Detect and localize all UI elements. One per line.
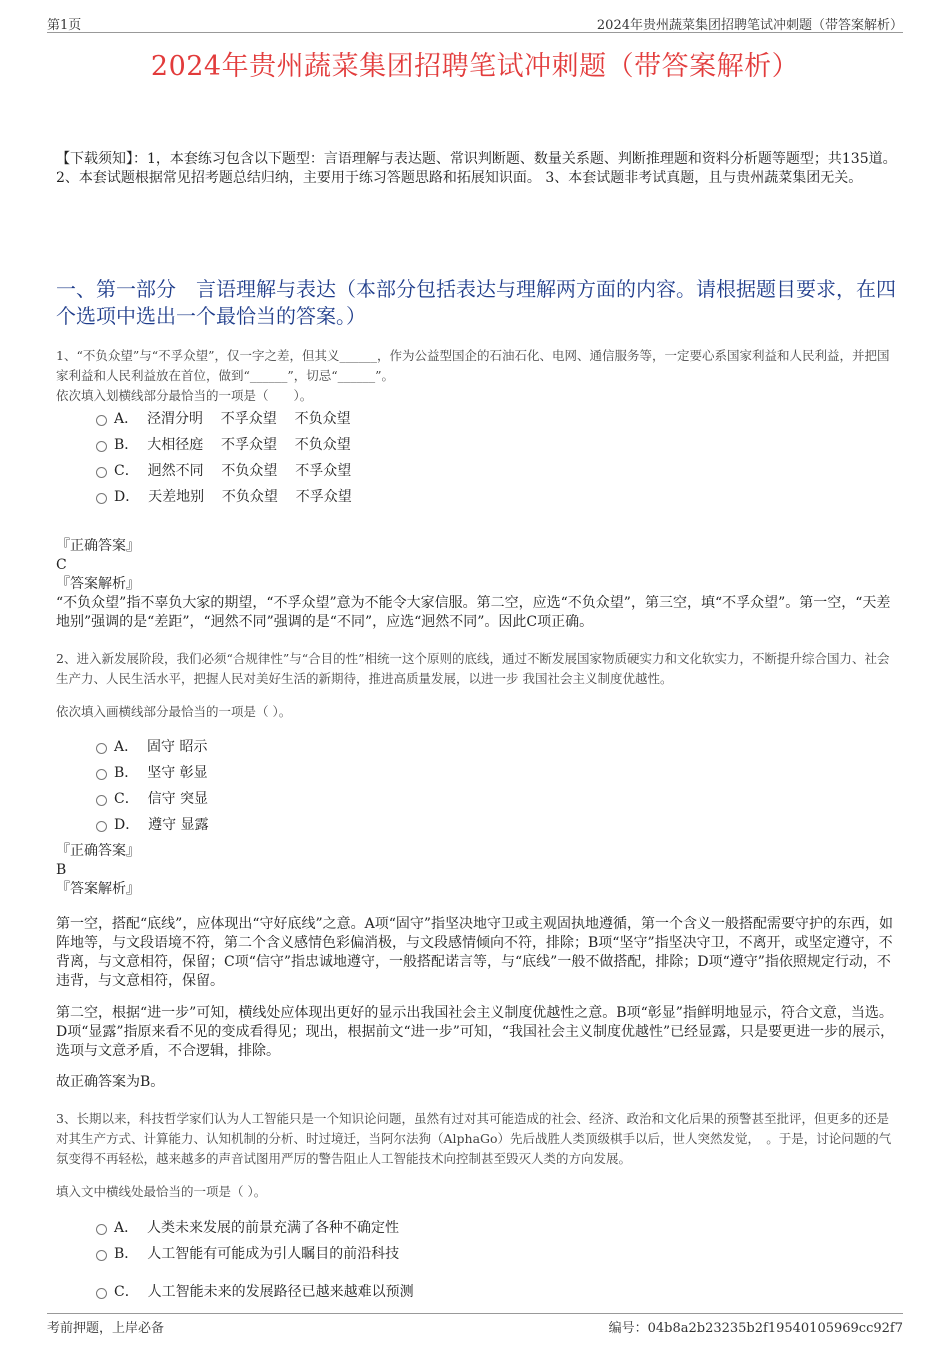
answer-label: 『正确答案』	[56, 538, 140, 554]
section-title: 一、第一部分 言语理解与表达（本部分包括表达与理解两方面的内容。请根据题目要求，在四个选项中选出一个最恰当的答案。）	[56, 277, 896, 328]
radio-icon[interactable]	[96, 415, 107, 426]
analysis-label: 『答案解析』	[56, 576, 140, 592]
footer-slogan: 考前押题，上岸必备	[47, 1321, 165, 1336]
correct-answer: B	[56, 862, 67, 878]
header-doc-title: 2024年贵州蔬菜集团招聘笔试冲刺题（带答案解析）	[596, 18, 903, 33]
radio-icon[interactable]	[96, 795, 107, 806]
document-id: 编号：04b8a2b23235b2f19540105969cc92f7	[608, 1321, 903, 1336]
radio-icon[interactable]	[96, 467, 107, 478]
answer-label: 『正确答案』	[56, 843, 140, 859]
correct-answer: C	[56, 557, 67, 573]
question-1-prompt: 依次填入划横线部分最恰当的一项是（ ）。	[56, 388, 313, 403]
question-2-answer-block	[56, 842, 898, 899]
analysis-label: 『答案解析』	[56, 881, 140, 897]
question-2-prompt: 依次填入画横线部分最恰当的一项是（ ）。	[56, 704, 292, 719]
page-footer	[47, 1313, 903, 1336]
page-header	[47, 12, 903, 33]
radio-icon[interactable]	[96, 1250, 107, 1261]
radio-icon[interactable]	[96, 493, 107, 504]
radio-icon[interactable]	[96, 769, 107, 780]
download-notice: 【下载须知】：1，本套练习包含以下题型：言语理解与表达题、常识判断题、数量关系题、判断推理题和资料分析题等题型；共135道。 2、本套试题根据常见招考题总结归纳，主要用于练习答题思路和拓展知识面。 3、本套试题非考试真题，且与贵州蔬菜集团无关。	[56, 151, 897, 186]
question-2-stem: 2、进入新发展阶段，我们必须“合规律性”与“合目的性”相统一这个原则的底线，通过不断发展国家物质硬实力和文化软实力，不断提升综合国力、社会生产力、人民生活水平，把握人民对美好生活的新期待，推进高质量发展，以进一步 我国社会主义制度优越性。	[56, 651, 890, 686]
question-2-analysis-paragraph-1: 第一空，搭配“底线”，应体现出“守好底线”之意。A项“固守”指坚决地守卫或主观固执地遵循，第一个含义一般搭配需要守护的东西，如阵地等，与文段语境不符，第二个含义感情色彩偏消极，与文段感情倾向不符，排除；B项“坚守”指坚决守卫，不离开，或坚定遵守，不背离，与文意相符，保留；C项“信守”指忠诚地遵守，一般搭配诺言等，与“底线”一般不做搭配，排除；D项“遵守”指依照规定行动，不违背，与文意相符，保留。	[56, 916, 894, 989]
radio-icon[interactable]	[96, 1288, 107, 1299]
radio-icon[interactable]	[96, 441, 107, 452]
question-2-analysis-paragraph-2: 第二空，根据“进一步”可知，横线处应体现出更好的显示出我国社会主义制度优越性之意。B项“彰显”指鲜明地显示，符合文意，当选。D项“显露”指原来看不见的变成看得见；现出，根据前文“进一步”可知，“我国社会主义制度优越性”已经显露，只是要更进一步的展示，选项与文意矛盾，不合逻辑，排除。	[56, 1005, 895, 1059]
radio-icon[interactable]	[96, 743, 107, 754]
radio-icon[interactable]	[96, 1224, 107, 1235]
analysis-text: “不负众望”指不辜负大家的期望，“不孚众望”意为不能令大家信服。第二空，应选“不负众望”，第三空，填“不孚众望”。第一空，“天差地别”强调的是“差距”，“迥然不同”强调的是“不同”，应选“迥然不同”。因此C项正确。	[56, 595, 891, 630]
document-title: 2024年贵州蔬菜集团招聘笔试冲刺题（带答案解析）	[150, 51, 800, 82]
question-1-stem: 1、“不负众望”与“不孚众望”，仅一字之差，但其义______，作为公益型国企的石油石化、电网、通信服务等，一定要心系国家利益和人民利益，并把国家利益和人民利益放在首位，做到“______”，切忌“______”。	[56, 348, 890, 383]
question-2-conclusion: 故正确答案为B。	[56, 1074, 165, 1090]
question-3-stem: 3、长期以来，科技哲学家们认为人工智能只是一个知识论问题，虽然有过对其可能造成的社会、经济、政治和文化后果的预警甚至批评，但更多的还是对其生产方式、计算能力、认知机制的分析、时过境迁，当阿尔法狗（AlphaGo）先后战胜人类顶级棋手以后，世人突然发觉， 。于是，讨论问题的气氛变得不再轻松，越来越多的声音试图用严厉的警告阻止人工智能技术向控制甚至毁灭人类的方向发展。	[56, 1111, 892, 1166]
radio-icon[interactable]	[96, 821, 107, 832]
question-3-prompt: 填入文中横线处最恰当的一项是（ ）。	[56, 1184, 267, 1199]
question-1-answer-block	[56, 537, 898, 632]
page-number: 第1页	[47, 18, 82, 33]
